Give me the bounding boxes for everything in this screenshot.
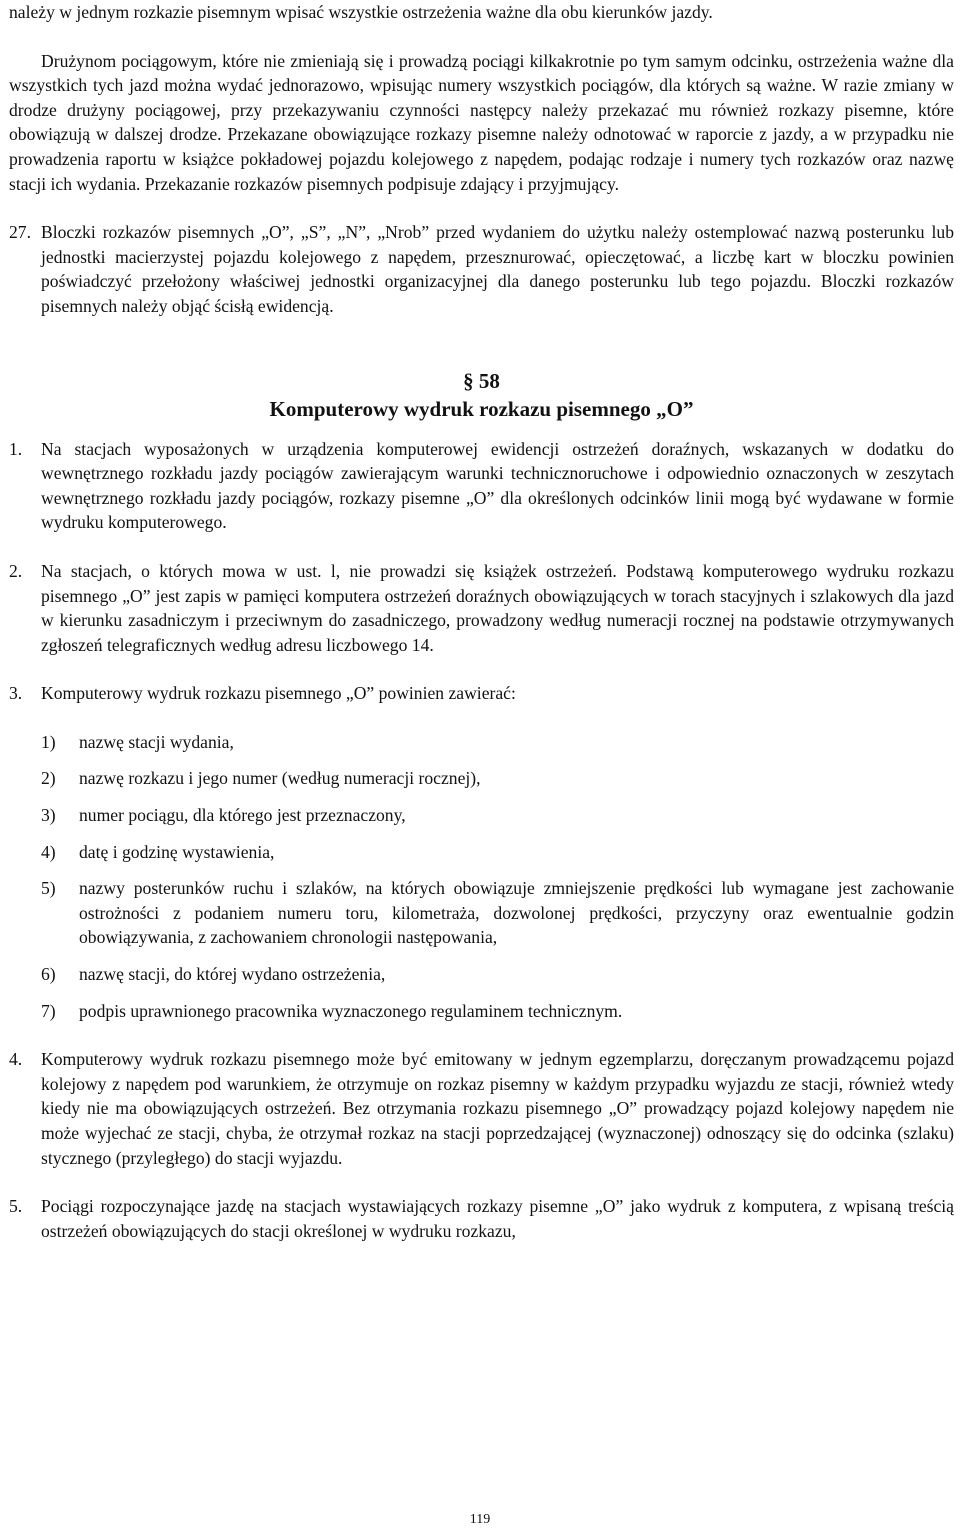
item-text: Bloczki rozkazów pisemnych „O”, „S”, „N”, „Nrob” przed wydaniem do użytku należy ostemplować nazwą posterunku lub jednostki macierzystej pojazdu kolejowego z napędem, przesznurować, opieczętować, a liczbę kart w bloczku powinien poświadczyć przełożony właściwej jednostki organizacyjnej dla danego posterunku lub tego pojazdu. Bloczki rozkazów pisemnych należy objąć ścisłą ewidencją. xyxy=(41,222,954,316)
sub-item xyxy=(41,999,954,1024)
item-number: 2. xyxy=(9,560,23,581)
item-number: 3. xyxy=(9,683,23,704)
sub-item-number: 6) xyxy=(41,964,56,985)
item-number: 27. xyxy=(9,222,31,243)
sub-item-number: 4) xyxy=(41,841,56,862)
sub-item xyxy=(41,730,954,755)
item-text: Komputerowy wydruk rozkazu pisemnego może być emitowany w jednym egzemplarzu, doręczanym prowadzącemu pojazd kolejowy z napędem pod warunkiem, że otrzymuje on rozkaz pisemny w każdym przypadku wyjazdu ze stacji, również wtedy kiedy nie ma obowiązujących ostrzeżeń. Bez otrzymania rozkazu pisemnego „O” prowadzący pojazd kolejowy napędem nie może wyjechać ze stacji, chyba, że otrzymał rozkaz na stacji poprzedzającej (wyznaczonej) odnoszący się do odcinka (szlaku) stycznego (przyległego) do stacji wyjazdu. xyxy=(41,1049,954,1168)
document-page xyxy=(9,0,954,1243)
item-text: Komputerowy wydruk rozkazu pisemnego „O” powinien zawierać: xyxy=(41,683,516,704)
item-number: 1. xyxy=(9,438,23,459)
sub-item xyxy=(41,962,954,987)
sub-item xyxy=(41,840,954,865)
sub-item-text: numer pociągu, dla którego jest przeznaczony, xyxy=(79,805,406,826)
item-text: Na stacjach wyposażonych w urządzenia komputerowej ewidencji ostrzeżeń doraźnych, wskazanych w dodatku do wewnętrznego rozkładu jazdy pociągów zawierającym warunki technicznoruchowe i odpowiednio oznaczonych w zeszytach wewnętrznego rozkładu jazdy pociągów, rozkazy pisemne „O” dla określonych odcinków linii mogą być wydawane w formie wydruku komputerowego. xyxy=(41,438,954,533)
sub-item-text: nazwę rozkazu i jego numer (według numeracji rocznej), xyxy=(79,768,481,789)
sub-item-number: 5) xyxy=(41,878,56,899)
section-number: § 58 xyxy=(463,368,500,393)
item-number: 5. xyxy=(9,1196,23,1217)
sub-item-number: 2) xyxy=(41,768,56,789)
page-number: 119 xyxy=(469,1512,491,1527)
item-number: 4. xyxy=(9,1049,23,1070)
item-27 xyxy=(9,220,954,318)
section-title: Komputerowy wydruk rozkazu pisemnego „O” xyxy=(269,396,694,421)
sub-item-text: datę i godzinę wystawienia, xyxy=(79,841,275,862)
list-item xyxy=(9,1194,954,1243)
sub-item xyxy=(41,876,954,950)
sub-item-text: nazwę stacji wydania, xyxy=(79,731,234,752)
sub-item-number: 1) xyxy=(41,731,56,752)
sub-item xyxy=(41,803,954,828)
sub-item-number: 3) xyxy=(41,805,56,826)
sub-item-text: podpis uprawnionego pracownika wyznaczonego regulaminem technicznym. xyxy=(79,1000,623,1021)
sub-item-text: nazwy posterunków ruchu i szlaków, na których obowiązuje zmniejszenie prędkości lub wymagane jest zachowanie ostrożności z podaniem numeru toru, kilometraża, dozwolonej prędkości, przyczyny oraz ewentualnie godzin obowiązywania, z zachowaniem chronologii następowania, xyxy=(79,878,954,948)
continuation-text: należy w jednym rozkazie pisemnym wpisać wszystkie ostrzeżenia ważne dla obu kierunków jazdy. xyxy=(9,2,713,22)
sub-item xyxy=(41,766,954,791)
list-item xyxy=(9,437,954,535)
list-item xyxy=(9,681,954,706)
sub-item-number: 7) xyxy=(41,1000,56,1021)
section-heading xyxy=(9,367,954,423)
paragraph-druzynom: Drużynom pociągowym, które nie zmieniają się i prowadzą pociągi kilkakrotnie po tym samym odcinku, ostrzeżenia ważne dla wszystkich tych jazd można wydać jednorazowo, wpisując numery wszystkich pociągów, dla których są ważne. W razie zmiany w drodze drużyny pociągowej, przy przekazywaniu czynności następcy należy przekazać mu również rozkazy pisemne, które obowiązują w dalszej drodze. Przekazane obowiązujące rozkazy pisemne należy odnotować w raporcie z jazdy, a w przypadku nie prowadzenia raportu w książce pokładowej pojazdu kolejowego z napędem, podając rodzaje i numery tych rozkazów oraz nazwę stacji ich wydania. Przekazanie rozkazów pisemnych podpisuje zdający i przyjmujący. xyxy=(9,50,954,194)
list-item xyxy=(9,559,954,657)
sub-item-text: nazwę stacji, do której wydano ostrzeżenia, xyxy=(79,964,386,985)
item-text: Pociągi rozpoczynające jazdę na stacjach wystawiających rozkazy pisemne „O” jako wydruk z komputera, z wpisaną treścią ostrzeżeń obowiązujących do stacji określonej w wydruku rozkazu, xyxy=(41,1196,954,1241)
list-item xyxy=(9,1047,954,1170)
item-text: Na stacjach, o których mowa w ust. l, nie prowadzi się książek ostrzeżeń. Podstawą komputerowego wydruku rozkazu pisemnego „O” jest zapis w pamięci komputera ostrzeżeń doraźnych obowiązujących w torach stacyjnych i szlakowych dla jazd w kierunku zasadniczym i przeciwnym do zasadniczego, prowadzony według numeracji rocznej na podstawie otrzymywanych zgłoszeń telegraficznych według adresu liczbowego 14. xyxy=(41,560,954,655)
